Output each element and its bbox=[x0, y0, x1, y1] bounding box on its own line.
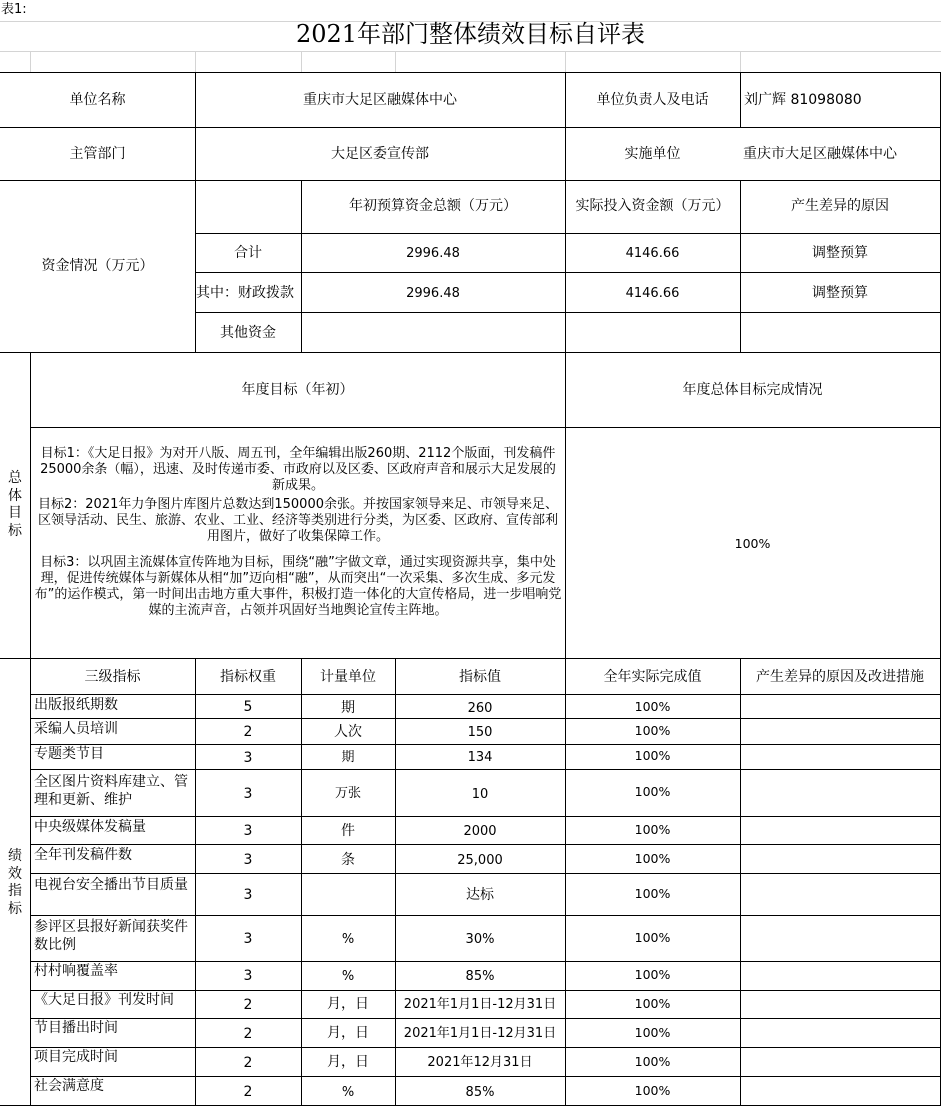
funds-row-label: 合计 bbox=[234, 245, 262, 261]
ind-row-name: 中央级媒体发稿量 bbox=[34, 819, 146, 835]
ind-row-unit: 期 bbox=[341, 750, 355, 765]
ind-row-weight: 3 bbox=[243, 968, 253, 984]
page-title: 2021年部门整体绩效目标自评表 bbox=[295, 20, 646, 48]
ind-row-unit: 月，日 bbox=[327, 996, 369, 1012]
funds-row-budget: 2996.48 bbox=[406, 286, 460, 301]
ind-row-unit: 件 bbox=[341, 823, 355, 839]
ind-row-actual: 100% bbox=[634, 886, 671, 901]
goal-1-text: 目标1：《大足日报》为对开八版、周五刊，全年编辑出版260期、2112个版面，刊发稿件25000余条（幅），迅速、及时传递市委、市政府以及区委、区政府声音和展示大足发展的新成果。 bbox=[40, 446, 556, 493]
ind-row-target: 30% bbox=[465, 932, 495, 947]
ind-row-actual: 100% bbox=[634, 699, 671, 714]
ind-row-unit: % bbox=[341, 1085, 355, 1100]
funds-col-budget: 年初预算资金总额（万元） bbox=[349, 198, 517, 214]
ind-row-actual: 100% bbox=[634, 930, 671, 945]
ind-row-actual: 100% bbox=[634, 851, 671, 866]
ind-row-weight: 3 bbox=[243, 823, 253, 839]
goal-3-text: 目标3：以巩固主流媒体宣传阵地为目标，围绕“融”字做文章，通过实现资源共享，集中处理，促进传统媒体与新媒体从相“加”迈向相“融”，从而突出“一次采集、多次生成、多元发布”的运作模式，第一时间出击地方重大事件，积极打造一体化的大宣传格局，进一步唱响党媒的主流声音，占领并巩固好当地舆论宣传主阵地。 bbox=[34, 555, 562, 618]
ind-row-unit: 人次 bbox=[334, 724, 362, 740]
ind-row-actual: 100% bbox=[634, 723, 671, 738]
ind-row-name: 全区图片资料库建立、管理和更新、维护 bbox=[34, 774, 188, 808]
unit-name-value: 重庆市大足区融媒体中心 bbox=[303, 92, 457, 108]
ind-row-name: 专题类节目 bbox=[34, 746, 104, 762]
ind-row-unit: 万张 bbox=[334, 786, 361, 801]
ind-row-target: 2000 bbox=[463, 824, 497, 839]
ind-row-target: 10 bbox=[471, 787, 489, 802]
impl-label: 实施单位 bbox=[624, 146, 681, 162]
ind-row-name: 全年刊发稿件数 bbox=[34, 847, 132, 863]
ind-row-target: 150 bbox=[467, 725, 493, 740]
ind-row-target: 260 bbox=[467, 701, 493, 716]
ind-header-reason: 产生差异的原因及改进措施 bbox=[756, 669, 924, 685]
ind-row-actual: 100% bbox=[634, 784, 671, 799]
ind-header-unit: 计量单位 bbox=[320, 669, 376, 685]
ind-row-unit: % bbox=[341, 969, 355, 984]
funds-row-label: 其中：财政拨款 bbox=[196, 285, 294, 301]
ind-row-actual: 100% bbox=[634, 822, 671, 837]
ind-row-unit: 月，日 bbox=[327, 1025, 369, 1041]
ind-row-target: 达标 bbox=[466, 887, 494, 903]
ind-header-target: 指标值 bbox=[459, 669, 501, 685]
ind-header-actual: 全年实际完成值 bbox=[603, 669, 702, 685]
ind-row-weight: 3 bbox=[243, 931, 253, 947]
ind-row-name: 出版报纸期数 bbox=[34, 697, 118, 713]
ind-row-name: 村村响覆盖率 bbox=[34, 963, 118, 979]
ind-row-target: 85% bbox=[465, 969, 495, 984]
ind-row-unit: % bbox=[341, 932, 355, 947]
indicators-side-label: 绩效指标 bbox=[8, 848, 22, 917]
ind-row-target: 2021年12月31日 bbox=[427, 1055, 533, 1070]
ind-row-name: 采编人员培训 bbox=[34, 721, 118, 737]
ind-row-weight: 2 bbox=[243, 1055, 253, 1071]
goals-completion-value: 100% bbox=[734, 536, 771, 551]
ind-row-name: 社会满意度 bbox=[34, 1078, 104, 1094]
ind-row-actual: 100% bbox=[634, 1025, 671, 1040]
ind-row-weight: 5 bbox=[243, 699, 253, 715]
unit-name-label: 单位名称 bbox=[69, 92, 126, 108]
goals-col-goal: 年度目标（年初） bbox=[241, 382, 354, 398]
ind-row-target: 25,000 bbox=[457, 853, 503, 868]
funds-row-reason: 调整预算 bbox=[812, 285, 868, 301]
ind-row-weight: 3 bbox=[243, 852, 253, 868]
funds-col-actual: 实际投入资金额（万元） bbox=[575, 198, 730, 214]
funds-row-budget: 2996.48 bbox=[406, 246, 460, 261]
dept-value: 大足区委宣传部 bbox=[331, 146, 429, 162]
ind-row-weight: 2 bbox=[243, 997, 253, 1013]
ind-row-actual: 100% bbox=[634, 967, 671, 982]
ind-row-name: 参评区县报好新闻获奖件数比例 bbox=[34, 919, 188, 953]
ind-row-weight: 3 bbox=[243, 786, 253, 802]
funds-row-actual: 4146.66 bbox=[625, 286, 680, 301]
ind-row-weight: 2 bbox=[243, 1026, 253, 1042]
ind-header-weight: 指标权重 bbox=[220, 669, 276, 685]
ind-row-unit: 月，日 bbox=[327, 1054, 369, 1070]
ind-row-name: 节目播出时间 bbox=[34, 1020, 118, 1036]
ind-row-actual: 100% bbox=[634, 996, 671, 1011]
ind-row-weight: 2 bbox=[243, 724, 253, 740]
goals-side-label: 总体目标 bbox=[8, 470, 22, 539]
ind-row-actual: 100% bbox=[634, 1054, 671, 1069]
ind-row-name: 电视台安全播出节目质量 bbox=[34, 877, 188, 893]
ind-row-name: 《大足日报》刊发时间 bbox=[34, 992, 174, 1008]
ind-row-name: 项目完成时间 bbox=[34, 1049, 118, 1065]
ind-row-target: 2021年1月1日-12月31日 bbox=[403, 1026, 557, 1041]
funds-row-label: 其他资金 bbox=[220, 325, 276, 341]
leader-value: 刘广辉 81098080 bbox=[744, 92, 862, 108]
goal-2-text: 目标2：2021年力争图片库图片总数达到150000余张。并按国家领导来足、市领导来足、区领导活动、民生、旅游、农业、工业、经济等类别进行分类，为区委、区政府、宣传部利用图片，做好了收集保障工作。 bbox=[37, 497, 558, 544]
funds-row-actual: 4146.66 bbox=[625, 246, 680, 261]
funds-label: 资金情况（万元） bbox=[41, 258, 154, 274]
impl-value: 重庆市大足区融媒体中心 bbox=[743, 146, 897, 162]
table-label: 表1: bbox=[1, 2, 27, 17]
ind-row-target: 2021年1月1日-12月31日 bbox=[403, 997, 557, 1012]
ind-row-unit: 期 bbox=[341, 700, 355, 716]
leader-label: 单位负责人及电话 bbox=[596, 92, 709, 108]
ind-header-name: 三级指标 bbox=[84, 669, 141, 685]
ind-row-target: 134 bbox=[467, 750, 493, 765]
ind-row-actual: 100% bbox=[634, 1083, 671, 1098]
ind-row-weight: 2 bbox=[243, 1084, 253, 1100]
ind-row-unit: 条 bbox=[341, 852, 355, 868]
goals-col-completion: 年度总体目标完成情况 bbox=[682, 382, 823, 398]
ind-row-weight: 3 bbox=[243, 887, 253, 903]
ind-row-actual: 100% bbox=[634, 748, 671, 763]
ind-row-target: 85% bbox=[465, 1085, 495, 1100]
funds-row-reason: 调整预算 bbox=[812, 245, 868, 261]
ind-row-weight: 3 bbox=[243, 750, 253, 766]
funds-col-reason: 产生差异的原因 bbox=[791, 198, 889, 214]
dept-label: 主管部门 bbox=[69, 146, 126, 162]
